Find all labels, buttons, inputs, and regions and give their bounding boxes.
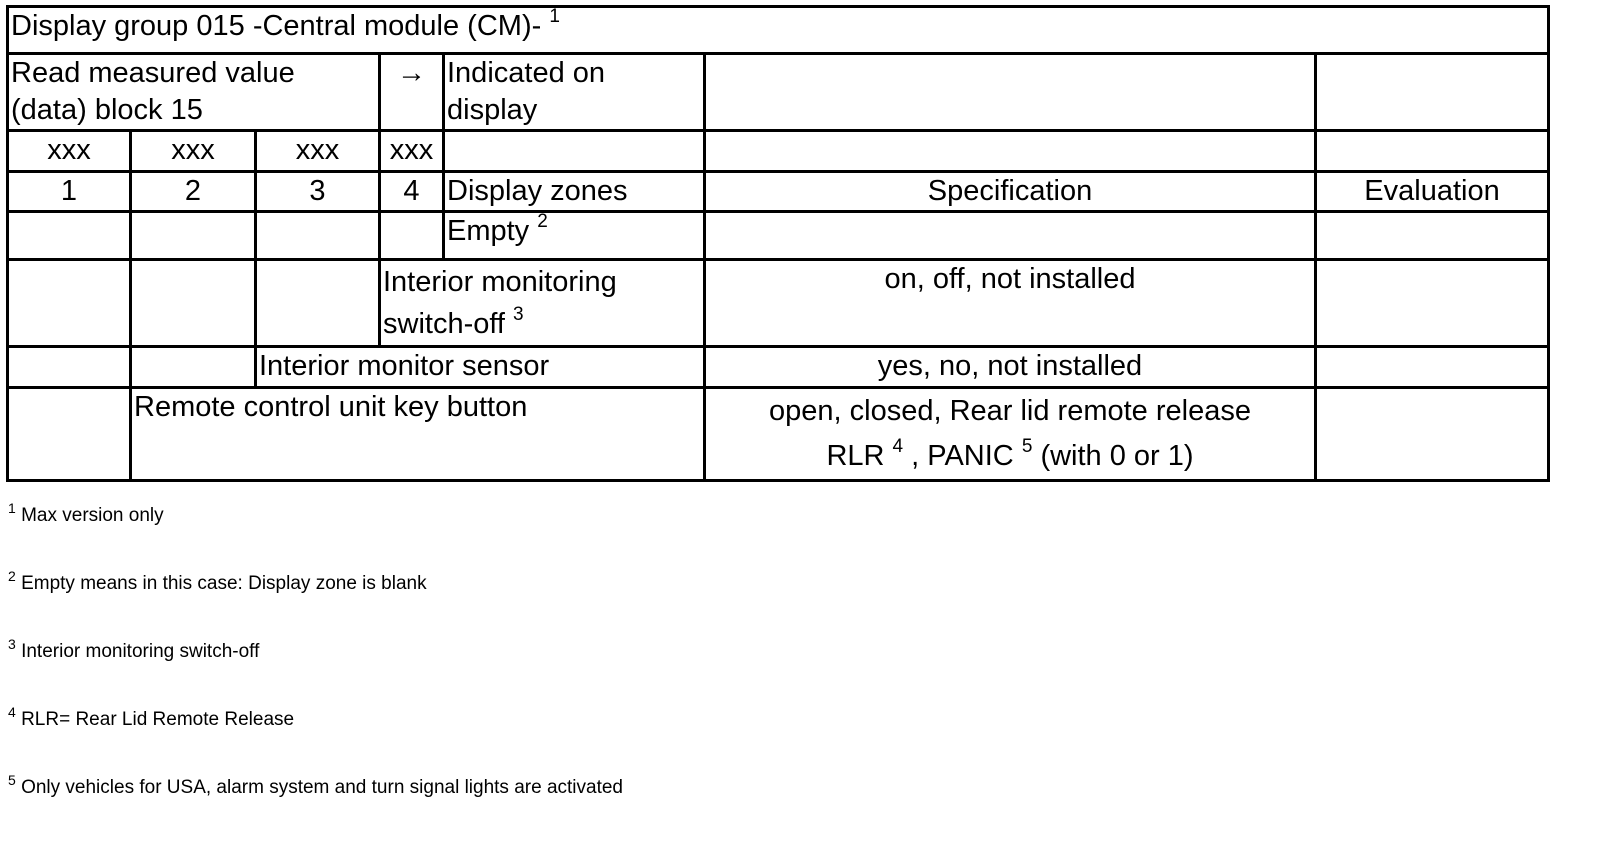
field-number-3: 3 xyxy=(256,172,380,212)
interior-sensor-spec: yes, no, not installed xyxy=(705,347,1316,388)
xxx-field-1: xxx xyxy=(8,131,131,172)
blank-cell xyxy=(380,212,444,260)
footnote-text: Empty means in this case: Display zone is blank xyxy=(21,573,427,594)
blank-cell xyxy=(131,260,256,347)
title-footnote-ref: 1 xyxy=(549,6,560,28)
spec-blank-cell xyxy=(705,131,1316,172)
blank-cell xyxy=(256,212,380,260)
title-text: Display group 015 -Central module (CM)- xyxy=(11,10,550,42)
display-zones-header: Display zones xyxy=(444,172,705,212)
interior-monitoring-spec: on, off, not installed xyxy=(705,260,1316,347)
blank-cell xyxy=(8,388,131,481)
empty-zone-cell xyxy=(444,212,705,260)
blank-cell xyxy=(8,260,131,347)
blank-cell xyxy=(8,212,131,260)
read-row xyxy=(8,54,1549,131)
evaluation-header: Evaluation xyxy=(1316,172,1549,212)
empty-footnote-ref: 2 xyxy=(537,211,548,233)
remote-key-row xyxy=(8,388,1549,481)
xxx-field-4: xxx xyxy=(380,131,444,172)
footnote-number: 3 xyxy=(8,635,16,652)
xxx-field-2: xxx xyxy=(131,131,256,172)
footnote-4 xyxy=(8,703,623,731)
footnote-number: 2 xyxy=(8,567,16,584)
blank-cell xyxy=(131,347,256,388)
remote-key-spec-panic: , PANIC xyxy=(903,440,1022,472)
zone-blank-cell xyxy=(444,131,705,172)
xxx-field-3: xxx xyxy=(256,131,380,172)
display-group-title xyxy=(8,7,1549,54)
footnote-number: 5 xyxy=(8,771,16,788)
empty-row xyxy=(8,212,1549,260)
read-measured-value-label: Read measured value (data) block 15 xyxy=(8,54,380,131)
interior-sensor-zone: Interior monitor sensor xyxy=(256,347,705,388)
blank-cell xyxy=(8,347,131,388)
eval-blank-cell xyxy=(1316,54,1549,131)
footnote-1 xyxy=(8,499,623,527)
interior-monitoring-zone xyxy=(380,260,705,347)
header-row xyxy=(8,172,1549,212)
remote-key-spec xyxy=(705,388,1316,481)
footnote-3 xyxy=(8,635,623,663)
footnote-number: 4 xyxy=(8,703,16,720)
footnote-text: RLR= Rear Lid Remote Release xyxy=(21,709,295,730)
panic-footnote-ref: 5 xyxy=(1021,436,1033,458)
indicated-on-display-label: Indicated on display xyxy=(444,54,705,131)
remote-key-zone: Remote control unit key button xyxy=(131,388,705,481)
spec-blank-cell xyxy=(705,54,1316,131)
rlr-footnote-ref: 4 xyxy=(892,436,904,458)
eval-blank-cell xyxy=(1316,388,1549,481)
specification-header: Specification xyxy=(705,172,1316,212)
eval-blank-cell xyxy=(1316,131,1549,172)
footnote-text: Max version only xyxy=(21,505,164,526)
interior-monitoring-row xyxy=(8,260,1549,347)
blank-cell xyxy=(256,260,380,347)
title-row xyxy=(8,7,1549,54)
interior-sensor-row xyxy=(8,347,1549,388)
arrow-cell: → xyxy=(380,54,444,131)
field-number-4: 4 xyxy=(380,172,444,212)
interior-monitoring-line1: Interior monitoring xyxy=(383,266,617,298)
blank-cell xyxy=(131,212,256,260)
field-number-1: 1 xyxy=(8,172,131,212)
footnote-number: 1 xyxy=(8,499,16,516)
interior-monitoring-footnote-ref: 3 xyxy=(513,304,524,326)
empty-zone-text: Empty xyxy=(447,215,538,247)
remote-key-spec-rlr: RLR xyxy=(826,440,893,472)
remote-key-spec-line1: open, closed, Rear lid remote release xyxy=(769,395,1251,427)
footnote-text: Only vehicles for USA, alarm system and turn signal lights are activated xyxy=(21,777,624,798)
remote-key-spec-tail: (with 0 or 1) xyxy=(1032,440,1194,472)
spec-blank-cell xyxy=(705,212,1316,260)
xxx-row xyxy=(8,131,1549,172)
interior-monitoring-line2: switch-off xyxy=(383,308,514,340)
field-number-2: 2 xyxy=(131,172,256,212)
eval-blank-cell xyxy=(1316,347,1549,388)
footnote-2 xyxy=(8,567,623,595)
footnotes xyxy=(8,499,624,845)
footnote-5 xyxy=(8,771,624,799)
eval-blank-cell xyxy=(1316,260,1549,347)
eval-blank-cell xyxy=(1316,212,1549,260)
measured-value-table xyxy=(6,5,1550,482)
footnote-text: Interior monitoring switch-off xyxy=(21,641,260,662)
